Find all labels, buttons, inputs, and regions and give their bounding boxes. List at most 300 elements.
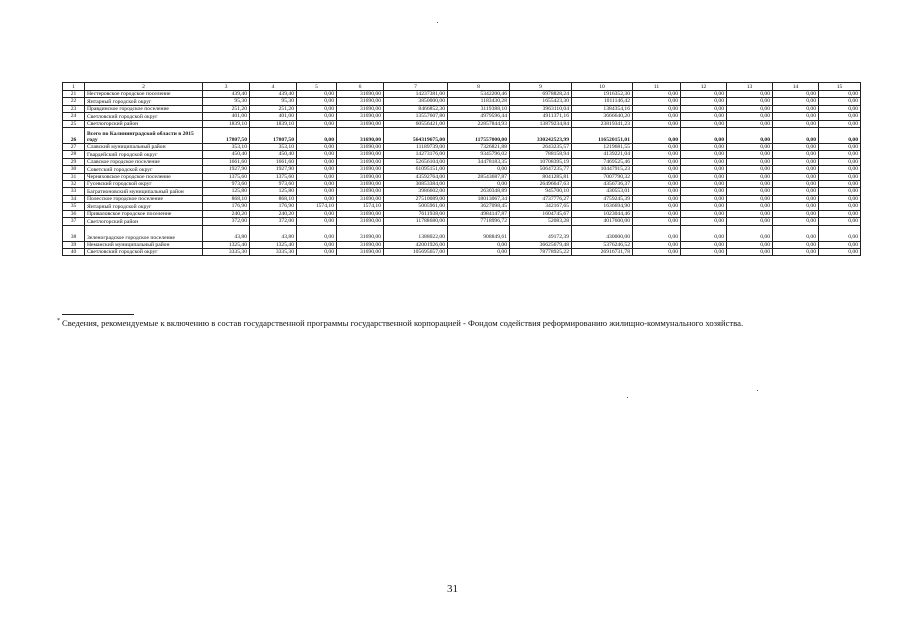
value-cell: 0,00 — [773, 218, 819, 225]
value-cell: 27510089,00 — [384, 195, 448, 202]
value-cell: 5376246,52 — [572, 241, 633, 248]
value-cell: 0,00 — [773, 144, 819, 151]
row-number: 40 — [63, 248, 85, 255]
value-cell: 14237381,00 — [384, 91, 448, 98]
value-cell: 26496647,63 — [510, 181, 572, 188]
value-cell: 3963110,04 — [510, 105, 572, 112]
value-cell: 1574,10 — [337, 203, 384, 210]
value-cell: 0,00 — [773, 151, 819, 158]
value-cell: 60556421,00 — [384, 120, 448, 127]
value-cell: 0,00 — [633, 225, 681, 241]
value-cell: 0,00 — [297, 166, 337, 173]
value-cell: 0,00 — [773, 113, 819, 120]
value-cell: 2643235,57 — [510, 144, 572, 151]
value-cell: 0,00 — [448, 248, 510, 255]
value-cell: 251,20 — [203, 105, 250, 112]
value-cell: 564319675,00 — [384, 128, 448, 144]
value-cell: 3119388,10 — [448, 105, 510, 112]
scan-speck — [627, 397, 628, 398]
value-cell: 49172,39 — [510, 225, 572, 241]
value-cell: 0,00 — [727, 210, 773, 217]
value-cell: 0,00 — [727, 166, 773, 173]
value-cell: 0,00 — [297, 225, 337, 241]
value-cell: 0,00 — [448, 166, 510, 173]
value-cell: 52656104,00 — [384, 158, 448, 165]
column-number: 3 — [203, 83, 250, 91]
row-number: 39 — [63, 241, 85, 248]
row-number: 29 — [63, 158, 85, 165]
scan-speck — [757, 390, 758, 391]
value-cell: 342167,65 — [510, 203, 572, 210]
value-cell: 11788680,00 — [384, 218, 448, 225]
value-cell: 0,00 — [819, 181, 861, 188]
value-cell: 0,00 — [819, 173, 861, 180]
value-cell: 0,00 — [681, 203, 727, 210]
value-cell: 1839,10 — [250, 120, 297, 127]
value-cell: 1916352,30 — [572, 91, 633, 98]
value-cell: 439,40 — [203, 91, 250, 98]
value-cell: 0,00 — [297, 105, 337, 112]
value-cell: 2630348,89 — [448, 188, 510, 195]
value-cell: 78778925,22 — [510, 248, 572, 255]
value-cell: 0,00 — [633, 113, 681, 120]
table-row — [63, 203, 861, 210]
row-number: 21 — [63, 91, 85, 98]
value-cell: 0,00 — [773, 173, 819, 180]
value-cell: 1384354,16 — [572, 105, 633, 112]
value-cell: 0,00 — [727, 113, 773, 120]
value-cell: 0,00 — [773, 166, 819, 173]
table-body — [63, 91, 861, 256]
value-cell: 372,00 — [250, 218, 297, 225]
footnote-text: Сведения, рекомендуемые к включению в состав государственной программы государственной корпорацией - Фондом содействия реформированию жилищно-коммунального хозяйства. — [62, 318, 744, 328]
value-cell: 0,00 — [633, 248, 681, 255]
value-cell: 0,00 — [633, 210, 681, 217]
value-cell: 3335,30 — [250, 248, 297, 255]
value-cell: 0,00 — [819, 113, 861, 120]
value-cell: 868,10 — [203, 195, 250, 202]
column-number: 10 — [572, 83, 633, 91]
value-cell: 0,00 — [727, 151, 773, 158]
row-number: 34 — [63, 195, 85, 202]
value-cell: 0,00 — [773, 210, 819, 217]
value-cell: 31690,00 — [337, 241, 384, 248]
municipality-name: Светлогорский район — [85, 120, 203, 127]
value-cell: 0,00 — [727, 218, 773, 225]
value-cell: 0,00 — [681, 98, 727, 105]
table-row — [63, 120, 861, 127]
value-cell: 8041285,81 — [510, 173, 572, 180]
column-number: 6 — [337, 83, 384, 91]
value-cell: 9345796,02 — [448, 151, 510, 158]
value-cell: 0,00 — [773, 203, 819, 210]
value-cell: 0,00 — [727, 128, 773, 144]
value-cell: 6978828,24 — [510, 91, 572, 98]
value-cell: 0,00 — [633, 158, 681, 165]
value-cell: 0,00 — [773, 91, 819, 98]
value-cell: 430553,01 — [572, 188, 633, 195]
value-cell: 0,00 — [297, 120, 337, 127]
value-cell: 31690,00 — [337, 144, 384, 151]
value-cell: 52083,28 — [510, 218, 572, 225]
value-cell: 31690,00 — [337, 128, 384, 144]
value-cell: 868,10 — [250, 195, 297, 202]
value-cell: 28543687,87 — [448, 173, 510, 180]
table-row — [63, 248, 861, 255]
row-number: 23 — [63, 105, 85, 112]
value-cell: 0,00 — [297, 91, 337, 98]
data-table — [62, 82, 861, 256]
value-cell: 0,00 — [681, 151, 727, 158]
value-cell: 353,10 — [250, 144, 297, 151]
value-cell: 0,00 — [727, 203, 773, 210]
value-cell: 1375,60 — [203, 173, 250, 180]
value-cell: 0,00 — [681, 218, 727, 225]
table-row — [63, 225, 861, 241]
column-number: 5 — [297, 83, 337, 91]
municipality-name: Светловский городской округ — [85, 248, 203, 255]
value-cell: 450,40 — [203, 151, 250, 158]
municipality-name: Светловский городской округ — [85, 113, 203, 120]
column-number: 1 — [63, 83, 85, 91]
footnote-rule — [62, 314, 134, 315]
value-cell: 31690,00 — [337, 166, 384, 173]
value-cell: 1023044,46 — [572, 210, 633, 217]
value-cell: 0,00 — [727, 120, 773, 127]
value-cell: 4979596,44 — [448, 113, 510, 120]
value-cell: 11189739,00 — [384, 144, 448, 151]
value-cell: 31690,00 — [337, 181, 384, 188]
value-cell: 0,00 — [681, 241, 727, 248]
value-cell: 3666640,20 — [572, 113, 633, 120]
value-cell: 0,00 — [681, 225, 727, 241]
row-number: 31 — [63, 173, 85, 180]
municipality-name: Приваловское городское поселение — [85, 210, 203, 217]
value-cell: 0,00 — [773, 120, 819, 127]
value-cell: 0,00 — [819, 98, 861, 105]
municipality-name: Черняховское городское поселение — [85, 173, 203, 180]
value-cell: 0,00 — [681, 120, 727, 127]
table-row — [63, 188, 861, 195]
value-cell: 0,00 — [819, 218, 861, 225]
value-cell: 0,00 — [681, 248, 727, 255]
value-cell: 0,00 — [297, 218, 337, 225]
table-row — [63, 241, 861, 248]
value-cell: 1388022,00 — [384, 225, 448, 241]
value-cell: 0,00 — [773, 128, 819, 144]
value-cell: 0,00 — [727, 248, 773, 255]
table-row — [63, 166, 861, 173]
table-row — [63, 210, 861, 217]
value-cell: 0,00 — [681, 173, 727, 180]
table-row — [63, 173, 861, 180]
row-number: 24 — [63, 113, 85, 120]
value-cell: 0,00 — [681, 166, 727, 173]
value-cell: 0,00 — [633, 218, 681, 225]
value-cell: 0,00 — [633, 120, 681, 127]
row-number: 33 — [63, 188, 85, 195]
value-cell: 0,00 — [297, 144, 337, 151]
table-row — [63, 105, 861, 112]
value-cell: 1183430,28 — [448, 98, 510, 105]
value-cell: 26916731,78 — [572, 248, 633, 255]
value-cell: 36625679,48 — [510, 241, 572, 248]
table-row — [63, 181, 861, 188]
value-cell: 31690,00 — [337, 151, 384, 158]
value-cell: 3850000,00 — [384, 98, 448, 105]
value-cell: 0,00 — [819, 166, 861, 173]
value-cell: 3986602,00 — [384, 188, 448, 195]
municipality-name: Советский городской округ — [85, 166, 203, 173]
value-cell: 0,00 — [297, 113, 337, 120]
value-cell: 353,10 — [203, 144, 250, 151]
value-cell: 3627098,45 — [448, 203, 510, 210]
value-cell: 0,00 — [681, 158, 727, 165]
value-cell: 7326821,88 — [448, 144, 510, 151]
value-cell: 1927,90 — [250, 166, 297, 173]
municipality-name: Багратионовский муниципальный район — [85, 188, 203, 195]
value-cell: 1011146,42 — [572, 98, 633, 105]
row-number: 36 — [63, 210, 85, 217]
value-cell: 0,00 — [297, 188, 337, 195]
value-cell: 0,00 — [633, 188, 681, 195]
value-cell: 3335,30 — [203, 248, 250, 255]
value-cell: 50647235,77 — [510, 166, 572, 173]
value-cell: 908849,61 — [448, 225, 510, 241]
value-cell: 0,00 — [727, 144, 773, 151]
page-number: 31 — [447, 583, 458, 595]
value-cell: 945700,10 — [510, 188, 572, 195]
value-cell: 95,30 — [250, 98, 297, 105]
value-cell: 4356736,37 — [572, 181, 633, 188]
value-cell: 4139221,04 — [572, 151, 633, 158]
value-cell: 1604745,67 — [510, 210, 572, 217]
value-cell: 0,00 — [819, 128, 861, 144]
table-row — [63, 195, 861, 202]
row-number: 35 — [63, 203, 85, 210]
value-cell: 0,00 — [681, 91, 727, 98]
value-cell: 0,00 — [633, 173, 681, 180]
row-number: 38 — [63, 225, 85, 241]
value-cell: 31690,00 — [337, 158, 384, 165]
municipality-name: Светлогорский район — [85, 218, 203, 225]
value-cell: 0,00 — [633, 166, 681, 173]
value-cell: 430000,00 — [572, 225, 633, 241]
value-cell: 439,40 — [250, 91, 297, 98]
municipality-name: Нестеровское городское поселение — [85, 91, 203, 98]
value-cell: 372,00 — [203, 218, 250, 225]
value-cell: 0,00 — [727, 188, 773, 195]
column-number: 13 — [727, 83, 773, 91]
value-cell: 0,00 — [297, 195, 337, 202]
value-cell: 0,00 — [727, 173, 773, 180]
footnote — [57, 317, 860, 329]
column-number: 12 — [681, 83, 727, 91]
value-cell: 1839,10 — [203, 120, 250, 127]
table-row — [63, 151, 861, 158]
table-row — [63, 113, 861, 120]
value-cell: 1661,60 — [250, 158, 297, 165]
value-cell: 4759245,39 — [572, 195, 633, 202]
table-row — [63, 158, 861, 165]
value-cell: 0,00 — [819, 188, 861, 195]
value-cell: 401,00 — [250, 113, 297, 120]
value-cell: 0,00 — [633, 98, 681, 105]
value-cell: 0,00 — [633, 151, 681, 158]
value-cell: 1661,60 — [203, 158, 250, 165]
value-cell: 0,00 — [297, 241, 337, 248]
value-cell: 0,00 — [681, 210, 727, 217]
value-cell: 0,00 — [297, 158, 337, 165]
value-cell: 0,00 — [681, 144, 727, 151]
value-cell: 10708395,19 — [510, 158, 572, 165]
value-cell: 0,00 — [819, 105, 861, 112]
value-cell: 0,00 — [819, 210, 861, 217]
row-number: 37 — [63, 218, 85, 225]
value-cell: 0,00 — [633, 91, 681, 98]
value-cell: 330242523,99 — [510, 128, 572, 144]
value-cell: 0,00 — [297, 151, 337, 158]
value-cell: 0,00 — [819, 248, 861, 255]
value-cell: 0,00 — [727, 105, 773, 112]
value-cell: 0,00 — [633, 203, 681, 210]
value-cell: 31690,00 — [337, 218, 384, 225]
value-cell: 0,00 — [819, 195, 861, 202]
municipality-name: Славский муниципальный район — [85, 144, 203, 151]
value-cell: 0,00 — [773, 225, 819, 241]
value-cell: 0,00 — [773, 248, 819, 255]
value-cell: 17807,50 — [203, 128, 250, 144]
value-cell: 31690,00 — [337, 173, 384, 180]
value-cell: 0,00 — [773, 241, 819, 248]
column-number: 4 — [250, 83, 297, 91]
value-cell: 0,00 — [727, 91, 773, 98]
value-cell: 973,60 — [203, 181, 250, 188]
value-cell: 0,00 — [448, 241, 510, 248]
value-cell: 31690,00 — [337, 188, 384, 195]
value-cell: 176,90 — [203, 203, 250, 210]
row-number: 32 — [63, 181, 85, 188]
value-cell: 31690,00 — [337, 91, 384, 98]
value-cell: 43,80 — [250, 225, 297, 241]
value-cell: 788158,94 — [510, 151, 572, 158]
table-row — [63, 98, 861, 105]
value-cell: 0,00 — [633, 128, 681, 144]
value-cell: 42001926,00 — [384, 241, 448, 248]
value-cell: 0,00 — [297, 248, 337, 255]
value-cell: 34478183,35 — [448, 158, 510, 165]
value-cell: 0,00 — [633, 241, 681, 248]
value-cell: 1927,90 — [203, 166, 250, 173]
value-cell: 10447915,23 — [572, 166, 633, 173]
column-number: 7 — [384, 83, 448, 91]
municipality-name: Гвардейский городской округ — [85, 151, 203, 158]
table-row — [63, 144, 861, 151]
value-cell: 0,00 — [448, 181, 510, 188]
value-cell: 0,00 — [297, 128, 337, 144]
value-cell: 450,40 — [250, 151, 297, 158]
table-row — [63, 128, 861, 144]
value-cell: 0,00 — [819, 120, 861, 127]
value-cell: 0,00 — [819, 203, 861, 210]
value-cell: 125,80 — [250, 188, 297, 195]
value-cell: 0,00 — [773, 195, 819, 202]
value-cell: 0,00 — [633, 105, 681, 112]
value-cell: 0,00 — [297, 181, 337, 188]
municipality-name: Зеленоградское городское поселение — [85, 225, 203, 241]
table-row — [63, 91, 861, 98]
column-number: 15 — [819, 83, 861, 91]
value-cell: 5005961,00 — [384, 203, 448, 210]
value-cell: 7718996,72 — [448, 218, 510, 225]
value-cell: 61095151,00 — [384, 166, 448, 173]
municipality-name: Гусевский городской округ — [85, 181, 203, 188]
value-cell: 17807,50 — [250, 128, 297, 144]
value-cell: 4911371,16 — [510, 113, 572, 120]
value-cell: 176,90 — [250, 203, 297, 210]
value-cell: 1325,40 — [203, 241, 250, 248]
municipality-name: Всего по Калининградской области в 2015 году — [85, 128, 203, 144]
value-cell: 18013067,34 — [448, 195, 510, 202]
footnote-marker: * — [57, 318, 60, 324]
value-cell: 251,20 — [250, 105, 297, 112]
value-cell: 0,00 — [819, 158, 861, 165]
value-cell: 0,00 — [773, 188, 819, 195]
row-number: 28 — [63, 151, 85, 158]
value-cell: 973,60 — [250, 181, 297, 188]
value-cell: 4737776,27 — [510, 195, 572, 202]
value-cell: 0,00 — [633, 144, 681, 151]
municipality-name: Неманский муниципальный район — [85, 241, 203, 248]
value-cell: 0,00 — [727, 158, 773, 165]
row-number: 25 — [63, 120, 85, 127]
value-cell: 0,00 — [727, 98, 773, 105]
value-cell: 1655423,30 — [510, 98, 572, 105]
value-cell: 7611938,00 — [384, 210, 448, 217]
value-cell: 0,00 — [773, 181, 819, 188]
value-cell: 0,00 — [681, 188, 727, 195]
value-cell: 30853384,00 — [384, 181, 448, 188]
value-cell: 0,00 — [773, 98, 819, 105]
value-cell: 31690,00 — [337, 210, 384, 217]
column-number: 8 — [448, 83, 510, 91]
value-cell: 1375,60 — [250, 173, 297, 180]
value-cell: 0,00 — [681, 195, 727, 202]
value-cell: 116520151,01 — [572, 128, 633, 144]
row-number: 22 — [63, 98, 85, 105]
row-number: 27 — [63, 144, 85, 151]
value-cell: 14273176,00 — [384, 151, 448, 158]
value-cell: 1574,10 — [297, 203, 337, 210]
value-cell: 0,00 — [681, 181, 727, 188]
municipality-name: Янтарный городской округ — [85, 203, 203, 210]
column-number-row — [63, 83, 861, 91]
value-cell: 0,00 — [633, 181, 681, 188]
value-cell: 31690,00 — [337, 225, 384, 241]
value-cell: 240,20 — [203, 210, 250, 217]
value-cell: 0,00 — [681, 113, 727, 120]
value-cell: 7007790,32 — [572, 173, 633, 180]
value-cell: 117557000,00 — [448, 128, 510, 144]
row-number: 26 — [63, 128, 85, 144]
value-cell: 0,00 — [727, 181, 773, 188]
value-cell: 0,00 — [681, 128, 727, 144]
value-cell: 0,00 — [727, 225, 773, 241]
value-cell: 31690,00 — [337, 120, 384, 127]
value-cell: 7469525,46 — [572, 158, 633, 165]
value-cell: 0,00 — [297, 98, 337, 105]
value-cell: 4984147,87 — [448, 210, 510, 217]
